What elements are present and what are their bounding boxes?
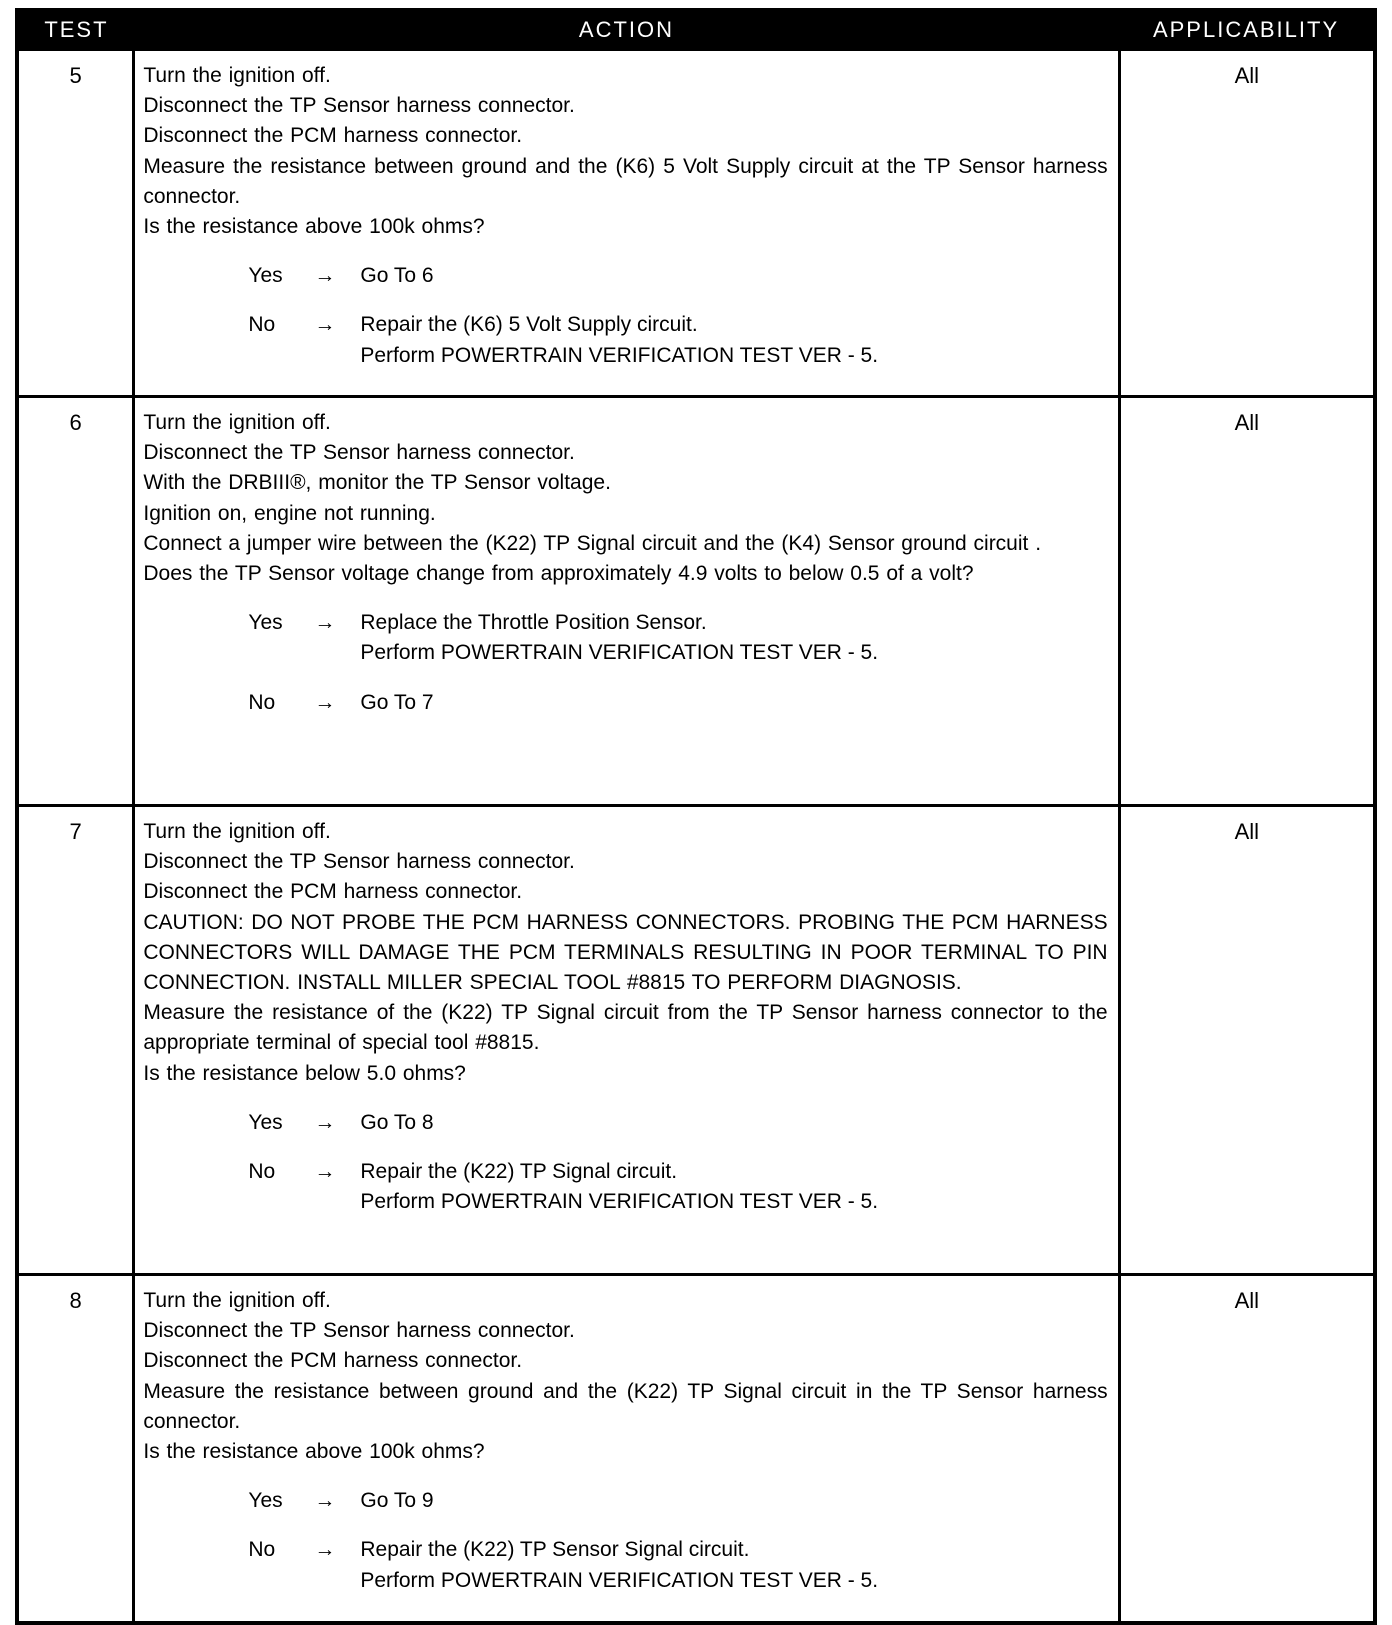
- arrow-right-icon: →: [314, 1489, 336, 1513]
- arrow-right-icon: →: [314, 313, 336, 337]
- action-step: Measure the resistance of the (K22) TP Signal circuit from the TP Sensor harness connector to the appropriate terminal of special tool #8815.: [143, 1001, 1108, 1055]
- action-step: Disconnect the TP Sensor harness connector.: [143, 850, 575, 874]
- test-number: 5: [17, 50, 134, 397]
- action-step: Turn the ignition off.: [143, 64, 331, 87]
- arrow-right-icon: →: [314, 611, 336, 635]
- header-applicability: APPLICABILITY: [1119, 10, 1375, 50]
- yes-result-text: [360, 261, 1107, 291]
- action-cell: [134, 1275, 1119, 1624]
- yes-outcome: [143, 1486, 1107, 1516]
- yes-label: Yes: [248, 1110, 283, 1134]
- test-number: 7: [17, 806, 134, 1275]
- yes-outcome: [143, 261, 1107, 291]
- action-step: Ignition on, engine not running.: [143, 501, 436, 525]
- no-result-text: [360, 688, 1107, 718]
- action-step: Disconnect the TP Sensor harness connector.: [143, 441, 575, 465]
- diagnostic-test-table: [15, 8, 1377, 1625]
- result-line: Go To 8: [360, 1110, 434, 1134]
- yes-label: Yes: [248, 1489, 283, 1513]
- yes-label: Yes: [248, 264, 283, 288]
- test-number: 6: [17, 397, 134, 806]
- no-outcome: [143, 688, 1107, 718]
- result-line: Repair the (K22) TP Sensor Signal circuit.: [360, 1538, 750, 1562]
- table-row: [17, 1275, 1375, 1624]
- action-cell: [134, 50, 1119, 397]
- result-outcomes: [143, 1486, 1107, 1596]
- action-step: CAUTION: DO NOT PROBE THE PCM HARNESS CONNECTORS. PROBING THE PCM HARNESS CONNECTORS WILL DAMAGE THE PCM TERMINALS RESULTING IN POOR TERMINAL TO PIN CONNECTION. INSTALL MILLER SPECIAL TOOL #8815 TO PERFORM DIAGNOSIS.: [143, 910, 1108, 995]
- arrow-right-icon: →: [314, 690, 336, 714]
- applicability-value: All: [1119, 806, 1375, 1275]
- action-step: Disconnect the PCM harness connector.: [143, 880, 523, 904]
- no-result-text: [360, 1157, 1107, 1217]
- action-step: Disconnect the TP Sensor harness connector.: [143, 94, 575, 118]
- no-outcome: [143, 1157, 1107, 1217]
- header-action: ACTION: [134, 10, 1119, 50]
- arrow-right-icon: →: [314, 1538, 336, 1562]
- yes-outcome: [143, 1108, 1107, 1138]
- table-header: [17, 10, 1375, 50]
- arrow-right-icon: →: [314, 1110, 336, 1134]
- table-body: [17, 50, 1375, 1624]
- action-step: Turn the ignition off.: [143, 820, 331, 843]
- result-line: Perform POWERTRAIN VERIFICATION TEST VER - 5.: [360, 1190, 879, 1214]
- result-outcomes: [143, 261, 1107, 371]
- action-step: Measure the resistance between ground and the (K22) TP Signal circuit in the TP Sensor harness connector.: [143, 1379, 1108, 1433]
- action-cell: [134, 806, 1119, 1275]
- result-line: Repair the (K22) TP Signal circuit.: [360, 1160, 678, 1184]
- result-line: Perform POWERTRAIN VERIFICATION TEST VER - 5.: [360, 343, 879, 367]
- table-row: [17, 50, 1375, 397]
- table-row: [17, 806, 1375, 1275]
- action-step: Disconnect the PCM harness connector.: [143, 1349, 523, 1373]
- action-step: Is the resistance above 100k ohms?: [143, 215, 485, 239]
- no-outcome: [143, 1535, 1107, 1595]
- arrow-right-icon: →: [314, 1160, 336, 1184]
- action-step: With the DRBIII®, monitor the TP Sensor voltage.: [143, 471, 611, 495]
- applicability-value: All: [1119, 1275, 1375, 1624]
- result-line: Go To 7: [360, 690, 434, 714]
- result-line: Replace the Throttle Position Sensor.: [360, 611, 707, 635]
- table-row: [17, 397, 1375, 806]
- yes-outcome: [143, 608, 1107, 668]
- no-label: No: [248, 1538, 276, 1562]
- arrow-right-icon: →: [314, 264, 336, 288]
- yes-result-text: [360, 1108, 1107, 1138]
- result-line: Go To 9: [360, 1489, 434, 1513]
- yes-result-text: [360, 608, 1107, 668]
- result-line: Go To 6: [360, 264, 434, 288]
- no-result-text: [360, 1535, 1107, 1595]
- result-line: Perform POWERTRAIN VERIFICATION TEST VER - 5.: [360, 641, 879, 665]
- applicability-value: All: [1119, 397, 1375, 806]
- no-label: No: [248, 1160, 276, 1184]
- action-cell: [134, 397, 1119, 806]
- test-number: 8: [17, 1275, 134, 1624]
- no-label: No: [248, 313, 276, 337]
- action-step: Connect a jumper wire between the (K22) TP Signal circuit and the (K4) Sensor ground circuit .: [143, 531, 1042, 555]
- action-step: Does the TP Sensor voltage change from approximately 4.9 volts to below 0.5 of a volt?: [143, 562, 974, 586]
- action-step: Disconnect the PCM harness connector.: [143, 124, 523, 148]
- action-step: Turn the ignition off.: [143, 1289, 331, 1312]
- action-step: Turn the ignition off.: [143, 411, 331, 434]
- yes-label: Yes: [248, 611, 283, 635]
- result-outcomes: [143, 1108, 1107, 1218]
- action-step: Disconnect the TP Sensor harness connector.: [143, 1319, 575, 1343]
- header-test: TEST: [17, 10, 134, 50]
- action-step: Is the resistance above 100k ohms?: [143, 1440, 485, 1464]
- no-result-text: [360, 310, 1107, 370]
- action-step: Is the resistance below 5.0 ohms?: [143, 1061, 466, 1085]
- no-label: No: [248, 690, 276, 714]
- yes-result-text: [360, 1486, 1107, 1516]
- action-step: Measure the resistance between ground and the (K6) 5 Volt Supply circuit at the TP Sensor harness connector.: [143, 154, 1108, 208]
- result-outcomes: [143, 608, 1107, 718]
- no-outcome: [143, 310, 1107, 370]
- applicability-value: All: [1119, 50, 1375, 397]
- result-line: Repair the (K6) 5 Volt Supply circuit.: [360, 313, 698, 337]
- result-line: Perform POWERTRAIN VERIFICATION TEST VER - 5.: [360, 1568, 879, 1592]
